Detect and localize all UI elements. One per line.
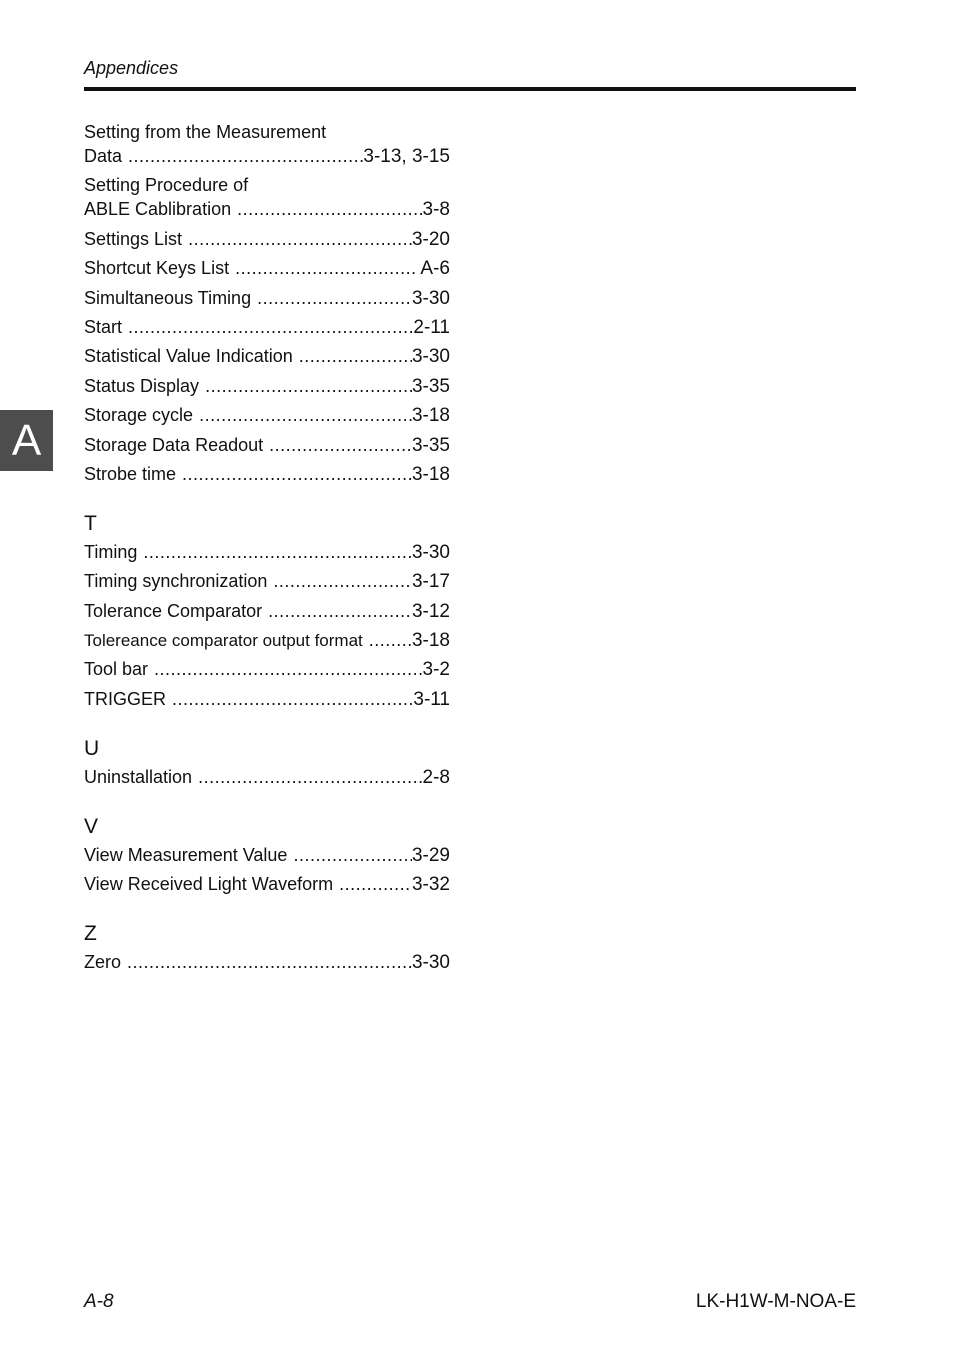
index-entry: [84, 433, 450, 458]
footer-doc-code: LK-H1W-M-NOA-E: [695, 1291, 856, 1312]
dot-leader: [268, 599, 412, 623]
index-term: Data: [84, 146, 123, 166]
index-page-ref: 3-35: [411, 375, 450, 397]
dot-leader: [339, 872, 412, 896]
section-letter-z: Z: [84, 922, 97, 946]
section-letter-v: V: [84, 814, 99, 838]
index-page-ref: 3-30: [411, 541, 450, 563]
index-entry: [84, 374, 450, 399]
index-entry: [84, 462, 450, 487]
dot-leader: [198, 765, 422, 789]
index-term: Storage cycle: [84, 405, 194, 426]
index-term: Status Display: [84, 375, 200, 396]
running-header: Appendices: [84, 58, 179, 78]
index-term: Tolerance Comparator: [84, 600, 263, 621]
dot-leader: [293, 843, 412, 867]
index-term: Strobe time: [84, 463, 177, 484]
dot-leader: [188, 227, 412, 251]
dot-leader: [235, 256, 416, 280]
index-entry: [84, 765, 450, 790]
index-page-ref: 3-30: [411, 346, 450, 368]
index-term: ABLE Cablibration: [84, 199, 232, 220]
dot-leader: [128, 315, 413, 339]
index-entry: [84, 843, 450, 868]
index-term: View Measurement Value: [84, 844, 288, 865]
dot-leader: [257, 286, 412, 310]
index-page-ref: 3-17: [411, 571, 450, 593]
index-page-ref: 3-11: [413, 688, 450, 710]
index-term: Timing: [84, 541, 138, 562]
dot-leader: [143, 540, 412, 564]
index-entry: [84, 540, 450, 565]
dot-leader: [237, 197, 422, 221]
dot-leader: [182, 462, 412, 486]
dot-leader: [172, 687, 413, 711]
footer-page-number: A-8: [84, 1291, 114, 1312]
dot-leader: [127, 950, 412, 974]
index-page-ref: 3-30: [411, 952, 450, 974]
dot-leader: [128, 144, 363, 168]
index-term: Start: [84, 316, 123, 337]
index-page-ref: 3-18: [411, 630, 450, 652]
index-term: Settings List: [84, 228, 183, 249]
index-page-ref: 3-2: [422, 659, 450, 681]
index-entry: [84, 628, 450, 653]
index-term: Tool bar: [84, 659, 149, 680]
index-term: View Received Light Waveform: [84, 874, 334, 895]
dot-leader: [269, 433, 412, 457]
index-entry: [84, 687, 450, 712]
index-page-ref: 3-35: [411, 434, 450, 456]
index-entry: [84, 599, 450, 624]
dot-leader: [369, 628, 412, 652]
index-entry: [84, 872, 450, 897]
index-entry: [84, 227, 450, 252]
index-page-ref: 3-32: [411, 874, 450, 896]
index-page-ref: 3-13, 3-15: [363, 146, 450, 167]
index-page-ref: 3-29: [411, 844, 450, 866]
index-term-line1: Setting from the Measurement: [84, 122, 327, 142]
index-entry: [84, 403, 450, 428]
index-term: Statistical Value Indication: [84, 346, 293, 367]
dot-leader: [154, 657, 422, 681]
dot-leader: [199, 403, 412, 427]
index-entry: [84, 950, 450, 975]
index-entry: [84, 286, 450, 311]
index-term: Uninstallation: [84, 766, 193, 787]
index-page-ref: 3-30: [411, 287, 450, 309]
index-entry: [84, 344, 450, 369]
index-term: TRIGGER: [84, 688, 167, 709]
index-entry: [84, 173, 450, 222]
index-page-ref: 2-8: [422, 766, 450, 788]
index-page-ref: 3-18: [411, 405, 450, 427]
index-term: Timing synchronization: [84, 571, 268, 592]
index-term: Shortcut Keys List: [84, 258, 230, 279]
dot-leader: [299, 344, 412, 368]
index-page-ref: 3-8: [422, 199, 450, 221]
index-page-ref: 3-18: [411, 463, 450, 485]
section-letter-u: U: [84, 736, 100, 760]
index-term: Storage Data Readout: [84, 434, 264, 455]
index-column: [84, 120, 450, 980]
dot-leader: [205, 374, 412, 398]
appendix-tab: A: [0, 410, 53, 471]
index-term: Simultaneous Timing: [84, 287, 252, 308]
index-entry: [84, 315, 450, 340]
index-page-ref: 3-12: [411, 600, 450, 622]
dot-leader: [273, 569, 412, 593]
index-term: Tolereance comparator output format: [84, 631, 363, 651]
header-divider: [84, 87, 856, 91]
index-entry: [84, 256, 450, 281]
index-entry: [84, 120, 450, 169]
index-entry: [84, 657, 450, 682]
index-page-ref: 3-20: [411, 228, 450, 250]
index-term: Zero: [84, 952, 122, 973]
index-page-ref: A-6: [416, 258, 450, 280]
index-page-ref: 2-11: [413, 316, 450, 338]
index-term-line1: Setting Procedure of: [84, 175, 249, 196]
section-letter-t: T: [84, 511, 97, 535]
index-entry: [84, 569, 450, 594]
